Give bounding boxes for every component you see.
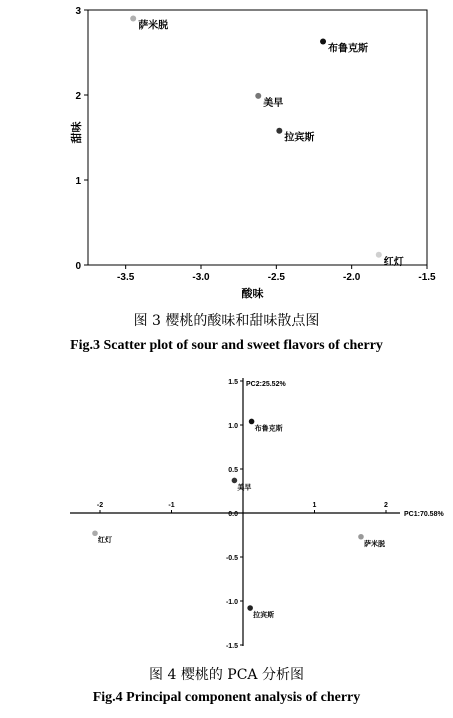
data-point: [232, 478, 238, 484]
x-tick-label: -1.5: [418, 272, 436, 283]
x-tick-label: -3.5: [117, 272, 135, 283]
y-tick-label: 1: [75, 176, 81, 187]
data-point: [358, 534, 364, 540]
y-tick-label: 1.0: [228, 423, 238, 430]
point-label: 布鲁克斯: [328, 43, 369, 55]
point-label: 萨米脱: [363, 539, 385, 548]
x-tick-label: -3.0: [192, 272, 210, 283]
y-axis-label: 甜味: [70, 121, 83, 144]
data-point: [376, 252, 382, 258]
data-point: [320, 38, 326, 44]
y-axis-label: PC2:25.52%: [246, 381, 286, 388]
fig4-caption-en: Fig.4 Principal component analysis of cherry: [92, 690, 361, 705]
x-tick-label: -1: [168, 502, 175, 509]
y-tick-label: -1.0: [225, 599, 238, 606]
y-tick-label: 1.5: [228, 379, 238, 386]
point-label: 美早: [237, 483, 252, 492]
fig3-caption-cn: 图 3 樱桃的酸味和甜味散点图: [133, 313, 320, 329]
point-label: 萨米脱: [138, 20, 169, 32]
fig3-caption-en: Fig.3 Scatter plot of sour and sweet flavors of cherry: [70, 338, 383, 353]
x-axis-label: 酸味: [241, 287, 264, 300]
data-point: [249, 419, 255, 425]
data-point: [276, 128, 282, 134]
data-point: [247, 605, 253, 611]
x-tick-label: 2: [384, 502, 388, 509]
y-tick-label: -1.5: [225, 643, 238, 650]
y-tick-label: 0.0: [228, 511, 238, 518]
x-tick-label: -2.0: [343, 272, 361, 283]
sour-sweet-scatter-chart: [0, 0, 453, 310]
x-tick-label: -2.5: [267, 272, 285, 283]
point-label: 红灯: [97, 536, 112, 545]
y-tick-label: 0.5: [228, 467, 238, 474]
pca-scatter-chart: [0, 368, 453, 658]
data-point: [92, 530, 98, 536]
data-point: [255, 93, 261, 99]
y-tick-label: 2: [75, 91, 81, 102]
data-point: [130, 16, 136, 22]
y-tick-label: 3: [75, 6, 81, 17]
plot-frame: [88, 10, 427, 265]
x-tick-label: -2: [96, 502, 104, 509]
point-label: 布鲁克斯: [254, 424, 283, 433]
point-label: 拉宾斯: [284, 132, 315, 144]
y-tick-label: -0.5: [225, 555, 238, 562]
point-label: 美早: [263, 97, 284, 109]
fig4-caption-cn: 图 4 樱桃的 PCA 分析图: [149, 667, 304, 683]
y-tick-label: 0: [75, 261, 81, 272]
x-tick-label: 1: [312, 502, 317, 509]
point-label: 拉宾斯: [253, 611, 275, 620]
point-label: 红灯: [383, 256, 404, 268]
x-axis-label: PC1:70.58%: [404, 511, 444, 518]
